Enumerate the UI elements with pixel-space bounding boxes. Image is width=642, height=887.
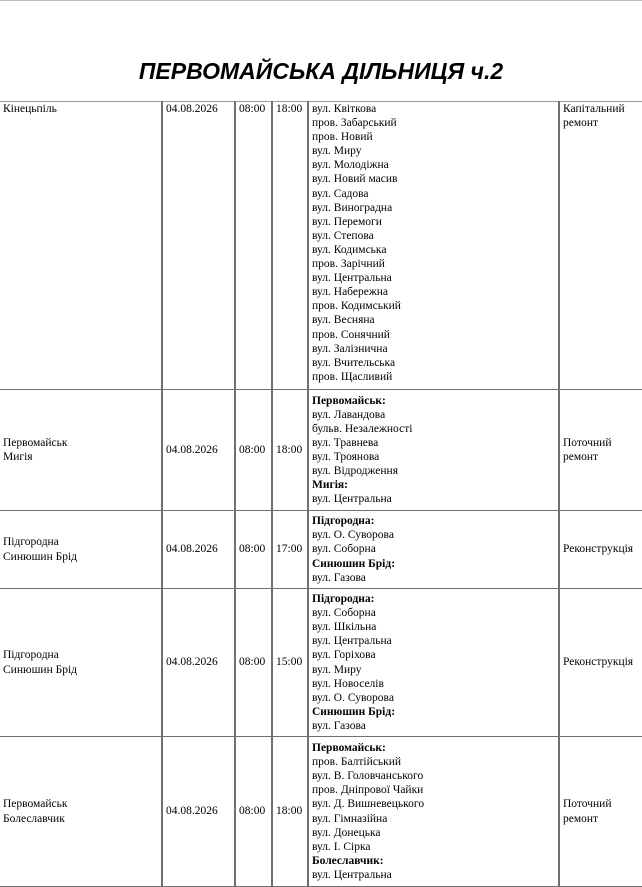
street-line: вул. Квіткова — [312, 103, 377, 115]
locality-name: Первомайськ — [3, 436, 68, 449]
street-line: вул. О. Суворова — [312, 529, 394, 542]
date-cell — [162, 737, 235, 887]
date-cell — [162, 589, 235, 737]
street-line: вул. Молодіжна — [312, 159, 389, 172]
table-row — [0, 511, 642, 589]
work-type: Реконструкція — [563, 656, 634, 669]
street-line: вул. Соборна — [312, 543, 376, 556]
street-line: вул. Миру — [312, 145, 362, 158]
table-row — [0, 737, 642, 887]
table-row — [0, 390, 642, 511]
street-group-heading: Синюшин Брід: — [312, 557, 396, 570]
start-time-cell — [235, 589, 272, 737]
top-border — [0, 0, 642, 1]
street-line: пров. Балтійський — [312, 756, 402, 769]
start-time-cell — [235, 511, 272, 589]
work-type-cell — [559, 511, 642, 589]
start-time-cell — [235, 737, 272, 887]
street-line: пров. Забарський — [312, 117, 397, 130]
street-line: вул. Відродження — [312, 465, 399, 478]
street-line: вул. Залізнична — [312, 342, 388, 355]
outage-schedule-table — [0, 101, 642, 887]
end-time-cell — [272, 390, 308, 511]
work-type: Капітальний — [563, 103, 625, 115]
start-time: 08:00 — [239, 103, 266, 115]
locality-cell — [0, 511, 162, 589]
page-title: ПЕРВОМАЙСЬКА ДІЛЬНИЦЯ ч.2 — [138, 58, 504, 84]
street-line: вул. Травнева — [312, 436, 379, 449]
table-row — [0, 589, 642, 737]
street-group-heading: Підгородна: — [312, 593, 375, 606]
street-group-heading: Підгородна: — [312, 515, 375, 528]
street-line: вул. Миру — [312, 663, 362, 676]
street-line: вул. Набережна — [312, 286, 389, 299]
locality-name: Кінецьпіль — [3, 103, 57, 115]
end-time: 18:00 — [276, 443, 303, 456]
end-time-cell — [272, 737, 308, 887]
street-line: вул. І. Сірка — [312, 840, 371, 853]
locality-cell — [0, 390, 162, 511]
street-group-heading: Болеславчик: — [312, 854, 384, 867]
street-line: пров. Дніпрової Чайки — [312, 784, 424, 797]
locality-name: Синюшин Брід — [3, 550, 78, 563]
work-type: Поточний — [563, 436, 612, 449]
work-type: Реконструкція — [563, 543, 634, 556]
street-line: вул. О. Суворова — [312, 691, 394, 704]
start-time: 08:00 — [239, 805, 266, 818]
date-value: 04.08.2026 — [166, 543, 218, 556]
street-line: вул. Газова — [312, 571, 366, 584]
date-value: 04.08.2026 — [166, 805, 218, 818]
street-line: вул. Вчительська — [312, 356, 396, 369]
work-type-cell — [559, 589, 642, 737]
work-type-cell — [559, 737, 642, 887]
date-cell — [162, 511, 235, 589]
street-line: вул. Центральна — [312, 868, 392, 881]
date-value: 04.08.2026 — [166, 103, 218, 115]
street-line: вул. Троянова — [312, 451, 380, 463]
end-time-cell — [272, 511, 308, 589]
street-line: вул. Садова — [312, 187, 369, 200]
work-type-cell — [559, 390, 642, 511]
street-line: вул. Центральна — [312, 635, 392, 648]
streets-cell — [308, 737, 559, 887]
locality-name: Первомайськ — [3, 798, 68, 811]
locality-cell — [0, 102, 162, 390]
street-line: вул. Кодимська — [312, 243, 387, 256]
street-line: вул. Виноградна — [312, 201, 393, 214]
locality-name: Синюшин Брід — [3, 663, 78, 676]
street-line: вул. Донецька — [312, 826, 381, 839]
street-group-heading: Синюшин Брід: — [312, 705, 396, 718]
street-line: пров. Зарічний — [312, 258, 385, 271]
street-line: вул. В. Головчанського — [312, 770, 424, 783]
end-time-cell — [272, 102, 308, 390]
street-line: вул. Центральна — [312, 493, 392, 506]
date-value: 04.08.2026 — [166, 443, 218, 456]
end-time-cell — [272, 589, 308, 737]
street-line: вул. Весняна — [312, 314, 375, 327]
locality-cell — [0, 737, 162, 887]
street-group-heading: Первомайськ: — [312, 742, 386, 755]
street-line: пров. Новий — [312, 131, 373, 144]
locality-name: Підгородна — [3, 649, 59, 662]
street-line: вул. Лавандова — [312, 408, 386, 421]
street-group-heading: Мигія: — [312, 479, 348, 492]
street-line: вул. Шкільна — [312, 621, 377, 634]
streets-cell — [308, 589, 559, 737]
streets-cell — [308, 511, 559, 589]
work-type: ремонт — [563, 812, 599, 825]
start-time-cell — [235, 102, 272, 390]
end-time: 17:00 — [276, 543, 303, 556]
street-line: бульв. Незалежності — [312, 422, 413, 435]
street-line: вул. Д. Вишневецького — [312, 798, 425, 811]
street-line: пров. Сонячний — [312, 328, 390, 341]
end-time: 18:00 — [276, 805, 303, 818]
street-line: вул. Новоселів — [312, 677, 384, 690]
street-line: вул. Степова — [312, 229, 374, 242]
streets-cell — [308, 102, 559, 390]
street-line: вул. Горіхова — [312, 649, 376, 662]
locality-name: Болеславчик — [3, 812, 65, 825]
street-line: вул. Центральна — [312, 272, 392, 285]
work-type: ремонт — [563, 451, 599, 463]
street-line: вул. Соборна — [312, 607, 376, 620]
work-type: Поточний — [563, 798, 612, 811]
street-line: вул. Перемоги — [312, 215, 382, 228]
start-time-cell — [235, 390, 272, 511]
date-value: 04.08.2026 — [166, 656, 218, 669]
street-line: пров. Кодимський — [312, 300, 401, 313]
end-time: 18:00 — [276, 103, 303, 115]
work-type: ремонт — [563, 117, 599, 130]
locality-name: Мигія — [3, 451, 33, 463]
street-line: пров. Щасливий — [312, 370, 393, 383]
end-time: 15:00 — [276, 656, 303, 669]
street-line: вул. Новий масив — [312, 173, 398, 186]
street-line: вул. Гімназійна — [312, 812, 388, 825]
table-row — [0, 102, 642, 390]
date-cell — [162, 390, 235, 511]
start-time: 08:00 — [239, 443, 266, 456]
start-time: 08:00 — [239, 543, 266, 556]
locality-cell — [0, 589, 162, 737]
locality-name: Підгородна — [3, 536, 59, 549]
date-cell — [162, 102, 235, 390]
street-line: вул. Газова — [312, 719, 366, 732]
streets-cell — [308, 390, 559, 511]
street-group-heading: Первомайськ: — [312, 394, 386, 407]
work-type-cell — [559, 102, 642, 390]
start-time: 08:00 — [239, 656, 266, 669]
